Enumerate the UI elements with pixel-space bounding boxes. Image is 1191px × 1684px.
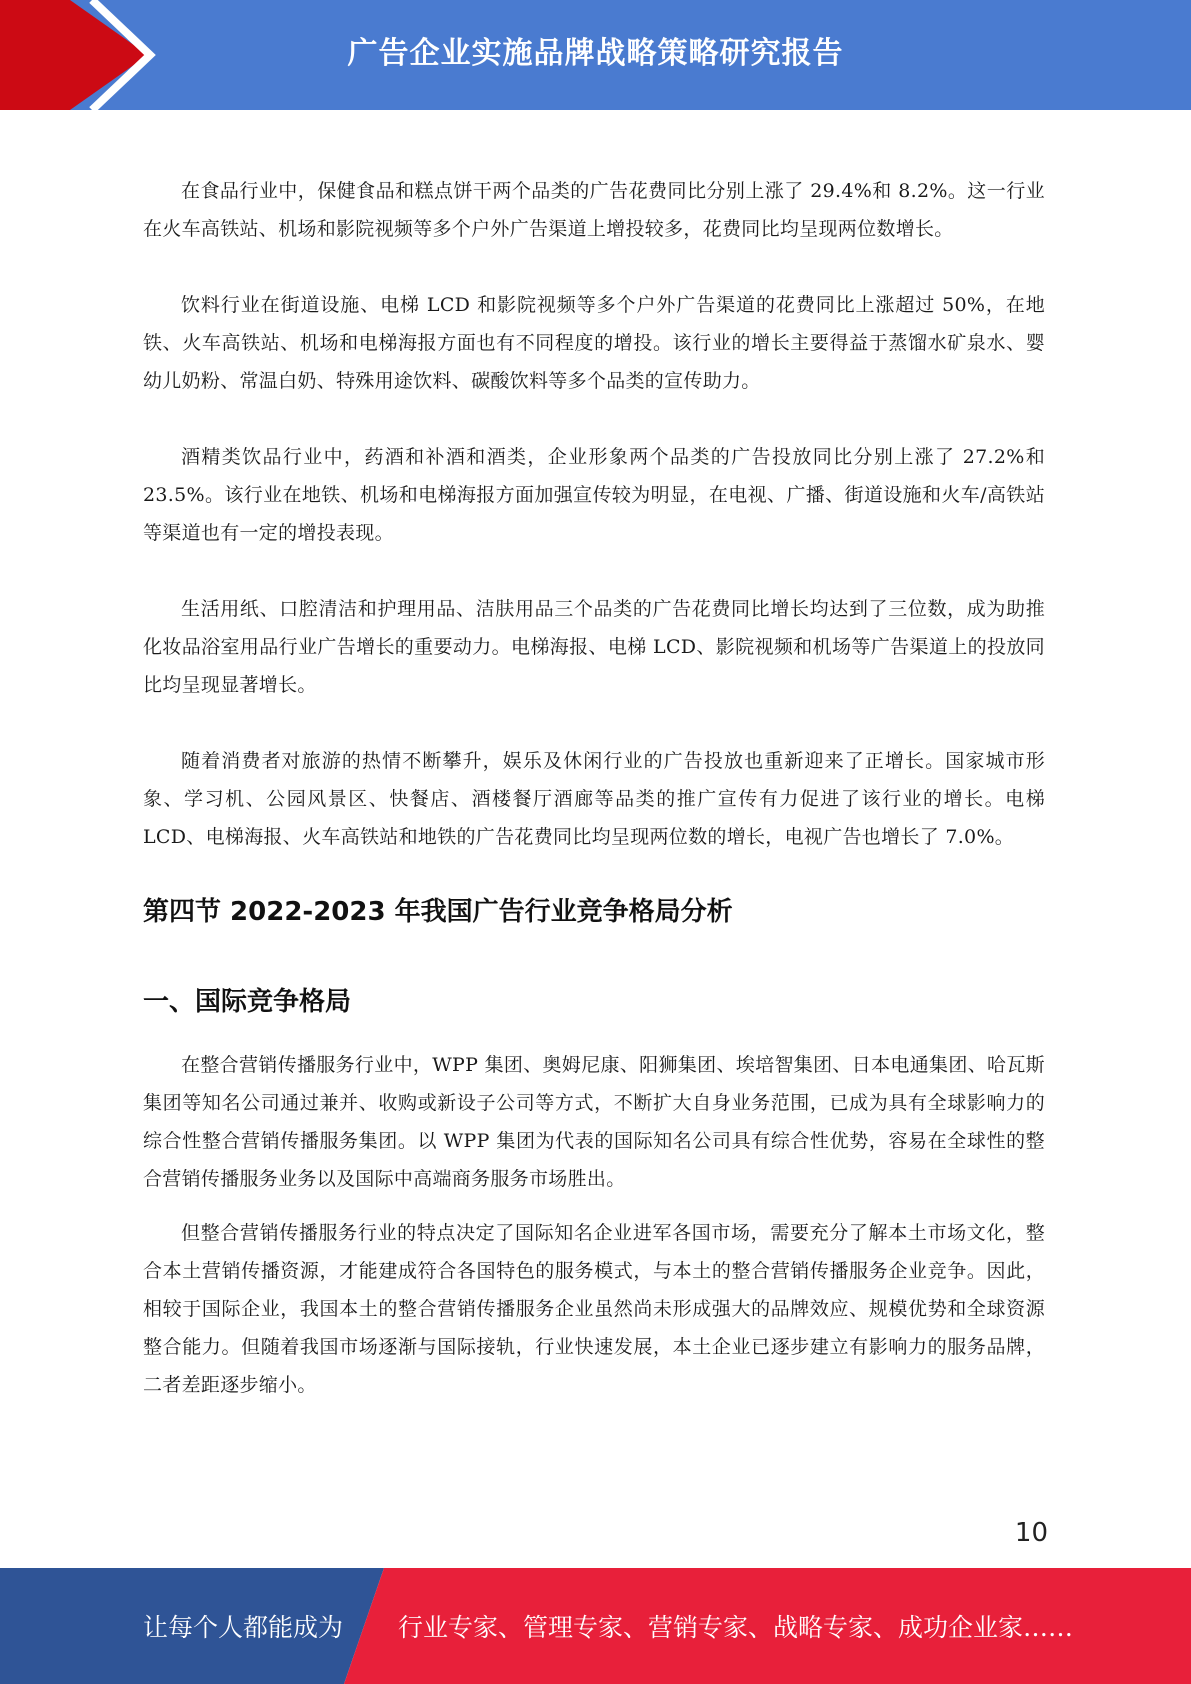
page-number: 10 — [1014, 1518, 1048, 1548]
body-paragraph: 但整合营销传播服务行业的特点决定了国际知名企业进军各国市场，需要充分了解本土市场文化，整合本土营销传播资源，才能建成符合各国特色的服务模式，与本土的整合营销传播服务企业竞争。因此，相较于国际企业，我国本土的整合营销传播服务企业虽然尚未形成强大的品牌效应、规模优势和全球资源整合能力。但随着我国市场逐渐与国际接轨，行业快速发展，本土企业已逐步建立有影响力的服务品牌，二者差距逐步缩小。 — [143, 1222, 1045, 1396]
report-title: 广告企业实施品牌战略策略研究报告 — [347, 36, 844, 71]
subsection-heading: 一、国际竞争格局 — [143, 987, 352, 1017]
page-header — [0, 0, 1191, 110]
body-paragraph: 在整合营销传播服务行业中，WPP 集团、奥姆尼康、阳狮集团、埃培智集团、日本电通集团、哈瓦斯集团等知名公司通过兼并、收购或新设子公司等方式，不断扩大自身业务范围，已成为具有全球影响力的综合性整合营销传播服务集团。以 WPP 集团为代表的国际知名公司具有综合性优势，容易在全球性的整合营销传播服务业务以及国际中高端商务服务市场胜出。 — [143, 1054, 1045, 1190]
body-paragraph: 随着消费者对旅游的热情不断攀升，娱乐及休闲行业的广告投放也重新迎来了正增长。国家城市形象、学习机、公园风景区、快餐店、酒楼餐厅酒廊等品类的推广宣传有力促进了该行业的增长。电梯 LCD、电梯海报、火车高铁站和地铁的广告花费同比均呈现两位数的增长，电视广告也增长了 7.0%。 — [143, 750, 1045, 848]
main-content — [143, 172, 1045, 1404]
body-paragraph: 在食品行业中，保健食品和糕点饼干两个品类的广告花费同比分别上涨了 29.4%和 8.2%。这一行业在火车高铁站、机场和影院视频等多个户外广告渠道上增投较多，花费同比均呈现两位数增长。 — [143, 180, 1045, 240]
section-heading: 第四节 2022-2023 年我国广告行业竞争格局分析 — [143, 897, 733, 927]
body-paragraph: 生活用纸、口腔清洁和护理用品、洁肤用品三个品类的广告花费同比增长均达到了三位数，成为助推化妆品浴室用品行业广告增长的重要动力。电梯海报、电梯 LCD、影院视频和机场等广告渠道上的投放同比均呈现显著增长。 — [143, 598, 1045, 696]
footer-slogan-right: 行业专家、管理专家、营销专家、战略专家、成功企业家…… — [398, 1613, 1074, 1642]
page-footer — [0, 1568, 1191, 1684]
footer-slogan-left: 让每个人都能成为 — [143, 1613, 344, 1642]
body-paragraph: 饮料行业在街道设施、电梯 LCD 和影院视频等多个户外广告渠道的花费同比上涨超过 50%，在地铁、火车高铁站、机场和电梯海报方面也有不同程度的增投。该行业的增长主要得益于蒸馏水矿泉水、婴幼儿奶粉、常温白奶、特殊用途饮料、碳酸饮料等多个品类的宣传助力。 — [143, 294, 1045, 392]
body-paragraph: 酒精类饮品行业中，药酒和补酒和酒类，企业形象两个品类的广告投放同比分别上涨了 27.2%和 23.5%。该行业在地铁、机场和电梯海报方面加强宣传较为明显，在电视、广播、街道设施和火车/高铁站等渠道也有一定的增投表现。 — [143, 446, 1045, 544]
